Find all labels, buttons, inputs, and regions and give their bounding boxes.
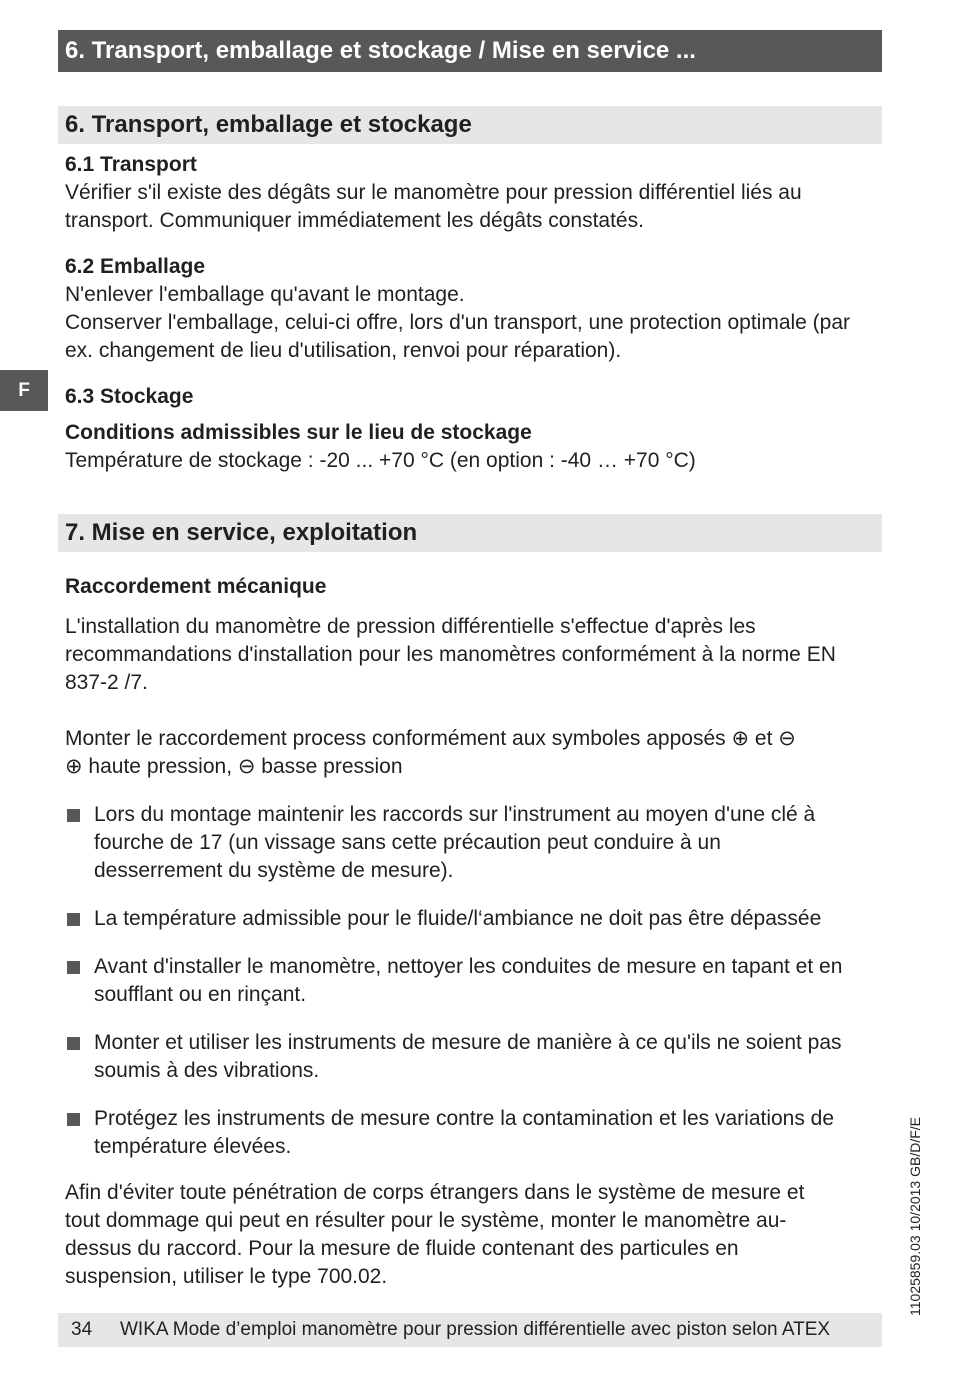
section-6-3-subheading: Conditions admissibles sur le lieu de stockage	[65, 421, 532, 444]
section-7-para2	[65, 725, 875, 781]
section-6-1	[65, 151, 875, 235]
list-item: La température admissible pour le fluide/l‘ambiance ne doit pas être dépassée	[65, 905, 885, 933]
section-6-3-heading: 6.3 Stockage	[65, 385, 194, 408]
list-item: Protégez les instruments de mesure contre la contamination et les variations de température élevées.	[65, 1105, 894, 1161]
connection-symbols-line2: ⊕ haute pression, ⊖ basse pression	[65, 755, 403, 778]
list-item: Lors du montage maintenir les raccords sur l'instrument au moyen d'une clé à fourche de 17 (un vissage sans cette précaution peut conduire à un desserrement du système de mesure).	[65, 801, 829, 885]
closing-paragraph	[65, 1179, 835, 1291]
mechanical-connection-heading: Raccordement mécanique	[65, 575, 327, 598]
section-7-title: 7. Mise en service, exploitation	[58, 514, 882, 552]
connection-symbols-line1: Monter le raccordement process conformément aux symboles apposés ⊕ et ⊖	[65, 727, 796, 750]
section-6-title: 6. Transport, emballage et stockage	[58, 106, 882, 144]
section-6-2-line1: N'enlever l'emballage qu'avant le montage.	[65, 283, 465, 306]
instruction-list	[65, 801, 885, 1181]
section-6-1-text: Vérifier s'il existe des dégâts sur le manomètre pour pression différentiel liés au transport. Communiquer immédiatement les dégâts constatés.	[65, 181, 802, 232]
language-tab: F	[0, 370, 48, 411]
section-6-2-line2: Conserver l'emballage, celui-ci offre, lors d'un transport, une protection optimale (par ex. changement de lieu d'utilisation, renvoi pour réparation).	[65, 311, 851, 362]
page-number: 34	[71, 1319, 93, 1340]
section-6-2	[65, 253, 875, 365]
closing-text: Afin d'éviter toute pénétration de corps étrangers dans le système de mesure et tout dommage qui peut en résulter pour le système, monter le manomètre au-dessus du raccord. Pour la mesure de fluide contenant des particules en suspension, utiliser le type 700.02.	[65, 1181, 805, 1288]
section-7-subheading	[65, 573, 875, 601]
document-code: 11025859.03 10/2013 GB/D/F/E	[907, 1117, 923, 1316]
list-item: Monter et utiliser les instruments de mesure de manière à ce qu'ils ne soient pas soumis à des vibrations.	[65, 1029, 884, 1085]
chapter-header: 6. Transport, emballage et stockage / Mise en service ...	[58, 30, 882, 72]
installation-paragraph: L'installation du manomètre de pression différentielle s'effectue d'après les recommandations d'installation pour les manomètres conformément à la norme EN 837-2 /7.	[65, 615, 836, 694]
section-6-3	[65, 383, 875, 475]
footer-title: WIKA Mode d’emploi manomètre pour pression différentielle avec piston selon ATEX	[120, 1319, 831, 1340]
list-item: Avant d'installer le manomètre, nettoyer les conduites de mesure en tapant et en soufflant ou en rinçant.	[65, 953, 884, 1009]
page-footer	[58, 1313, 882, 1347]
section-6-3-text: Température de stockage : -20 ... +70 °C (en option : -40 … +70 °C)	[65, 449, 696, 472]
section-6-2-heading: 6.2 Emballage	[65, 255, 206, 278]
section-6-1-heading: 6.1 Transport	[65, 153, 197, 176]
section-7-para1	[65, 613, 855, 697]
